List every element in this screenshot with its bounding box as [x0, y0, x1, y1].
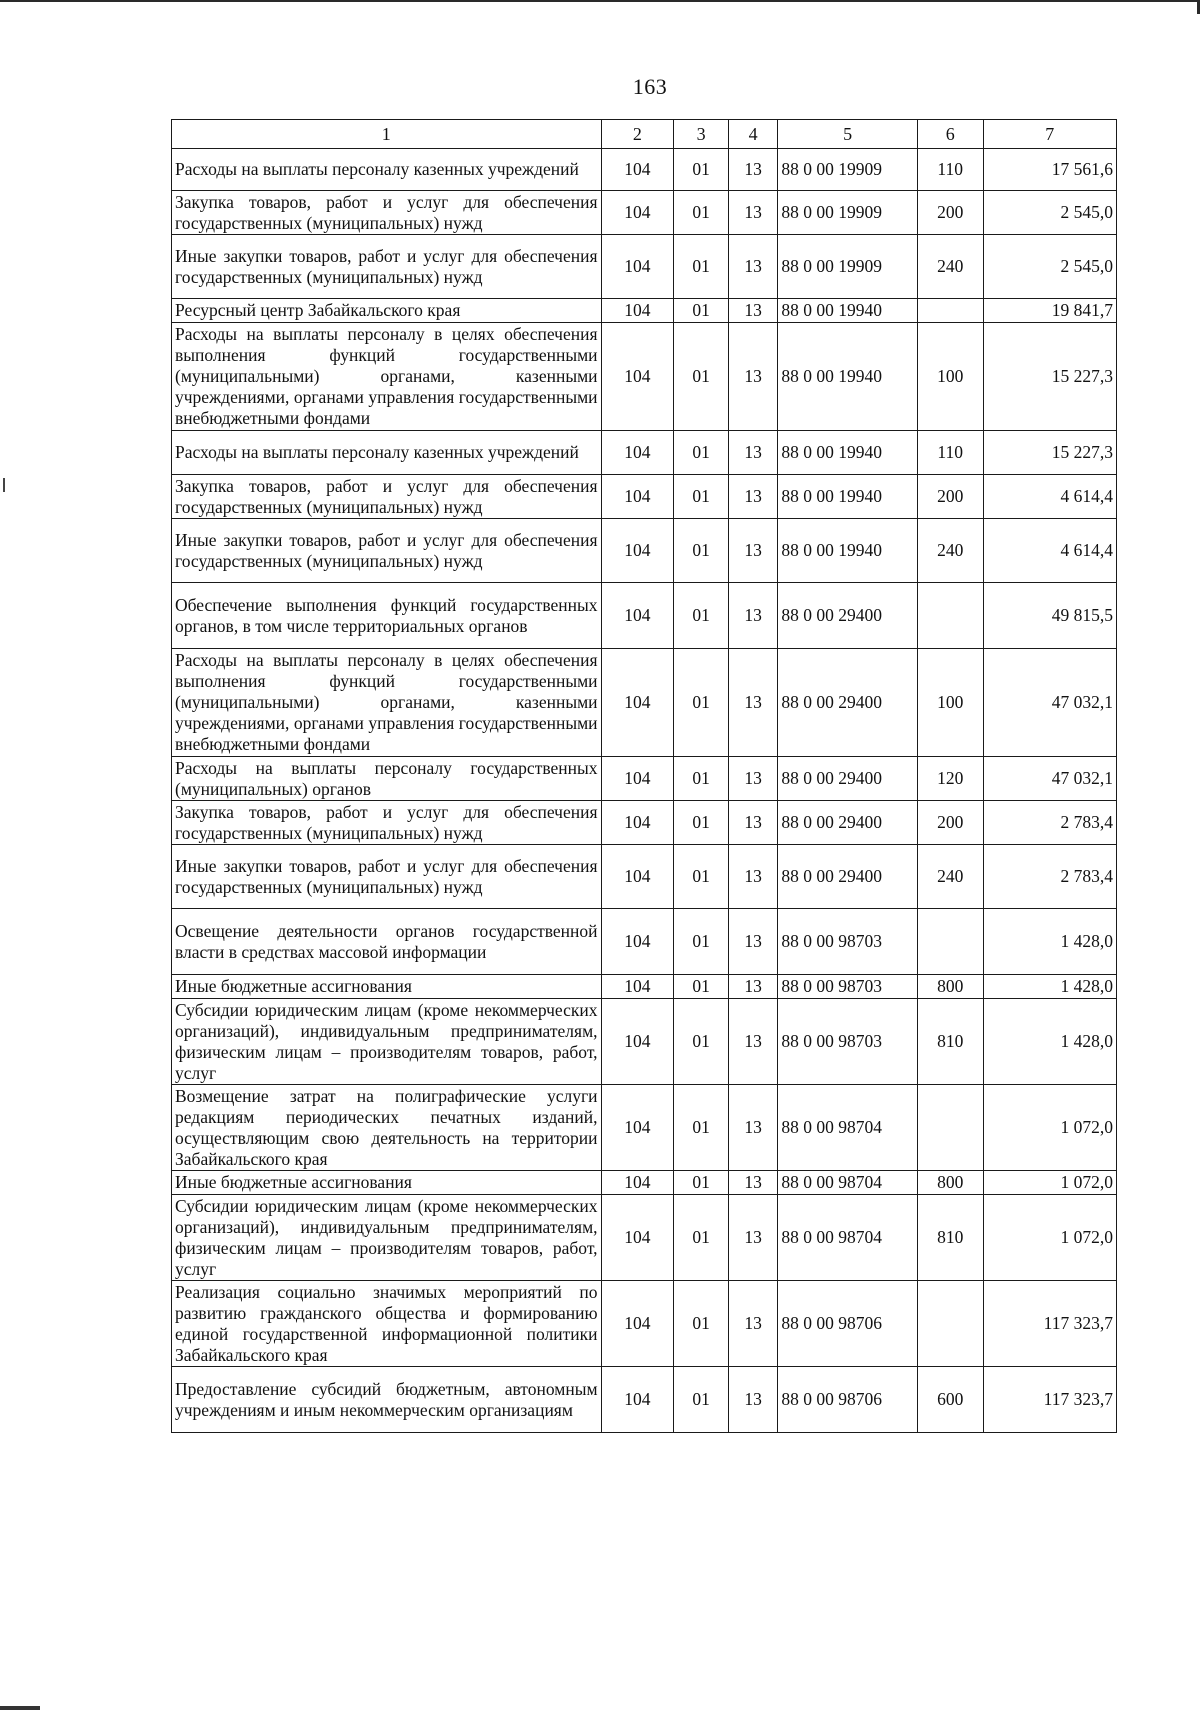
cell-col2: 104 [601, 583, 674, 649]
cell-description: Обеспечение выполнения функций государственных органов, в том числе территориальных органов [172, 583, 602, 649]
cell-col6: 810 [917, 1195, 983, 1281]
cell-amount: 2 783,4 [983, 845, 1116, 909]
cell-description: Освещение деятельности органов государственной власти в средствах массовой информации [172, 909, 602, 975]
table-row [172, 975, 1117, 999]
cell-col4: 13 [728, 299, 778, 323]
cell-description: Расходы на выплаты персоналу в целях обеспечения выполнения функций государственными (муниципальными) органами, казенными учреждениями, органами управления государственными внебюджетными фондами [172, 323, 602, 431]
cell-col3: 01 [674, 801, 729, 845]
table-row [172, 845, 1117, 909]
cell-description: Закупка товаров, работ и услуг для обеспечения государственных (муниципальных) нужд [172, 801, 602, 845]
table-row [172, 475, 1117, 519]
cell-description: Закупка товаров, работ и услуг для обеспечения государственных (муниципальных) нужд [172, 475, 602, 519]
scan-edge-top [0, 0, 1200, 2]
cell-col4: 13 [728, 801, 778, 845]
cell-col3: 01 [674, 235, 729, 299]
cell-col2: 104 [601, 909, 674, 975]
cell-col4: 13 [728, 757, 778, 801]
table-header-row [172, 120, 1117, 149]
cell-col4: 13 [728, 1281, 778, 1367]
cell-col4: 13 [728, 909, 778, 975]
cell-col2: 104 [601, 1367, 674, 1433]
cell-col5: 88 0 00 29400 [778, 649, 917, 757]
cell-col3: 01 [674, 431, 729, 475]
cell-col5: 88 0 00 29400 [778, 583, 917, 649]
cell-col5: 88 0 00 98706 [778, 1367, 917, 1433]
table-row [172, 431, 1117, 475]
cell-col3: 01 [674, 649, 729, 757]
cell-col4: 13 [728, 649, 778, 757]
table-row [172, 299, 1117, 323]
cell-description: Иные закупки товаров, работ и услуг для обеспечения государственных (муниципальных) нужд [172, 845, 602, 909]
cell-col5: 88 0 00 98704 [778, 1085, 917, 1171]
column-header: 3 [674, 120, 729, 149]
cell-col3: 01 [674, 1085, 729, 1171]
cell-col5: 88 0 00 19909 [778, 149, 917, 191]
cell-col5: 88 0 00 19940 [778, 519, 917, 583]
cell-col2: 104 [601, 149, 674, 191]
cell-col6: 200 [917, 801, 983, 845]
cell-col4: 13 [728, 1195, 778, 1281]
cell-col6: 600 [917, 1367, 983, 1433]
table-row [172, 801, 1117, 845]
cell-description: Иные закупки товаров, работ и услуг для обеспечения государственных (муниципальных) нужд [172, 235, 602, 299]
cell-col3: 01 [674, 299, 729, 323]
cell-col3: 01 [674, 191, 729, 235]
cell-amount: 1 072,0 [983, 1171, 1116, 1195]
cell-amount: 2 545,0 [983, 235, 1116, 299]
cell-col6: 110 [917, 431, 983, 475]
cell-col4: 13 [728, 999, 778, 1085]
cell-col6: 120 [917, 757, 983, 801]
cell-amount: 2 783,4 [983, 801, 1116, 845]
cell-description: Реализация социально значимых мероприятий по развитию гражданского общества и формированию единой государственной информационной политики Забайкальского края [172, 1281, 602, 1367]
column-header: 7 [983, 120, 1116, 149]
cell-col6 [917, 299, 983, 323]
cell-col2: 104 [601, 757, 674, 801]
cell-col3: 01 [674, 1195, 729, 1281]
column-header: 4 [728, 120, 778, 149]
cell-amount: 117 323,7 [983, 1367, 1116, 1433]
table-row [172, 191, 1117, 235]
cell-col5: 88 0 00 19909 [778, 191, 917, 235]
table-row [172, 1281, 1117, 1367]
cell-amount: 4 614,4 [983, 475, 1116, 519]
cell-col4: 13 [728, 1171, 778, 1195]
cell-col3: 01 [674, 975, 729, 999]
cell-col4: 13 [728, 975, 778, 999]
cell-col2: 104 [601, 235, 674, 299]
cell-col5: 88 0 00 29400 [778, 845, 917, 909]
cell-col2: 104 [601, 191, 674, 235]
cell-col6: 240 [917, 845, 983, 909]
cell-col2: 104 [601, 475, 674, 519]
cell-col4: 13 [728, 1367, 778, 1433]
cell-col5: 88 0 00 98704 [778, 1171, 917, 1195]
cell-col2: 104 [601, 519, 674, 583]
cell-col6: 200 [917, 475, 983, 519]
cell-amount: 1 428,0 [983, 975, 1116, 999]
cell-col5: 88 0 00 19940 [778, 431, 917, 475]
cell-description: Субсидии юридическим лицам (кроме некоммерческих организаций), индивидуальным предпринимателям, физическим лицам – производителям товаров, работ, услуг [172, 999, 602, 1085]
cell-col4: 13 [728, 149, 778, 191]
cell-col3: 01 [674, 757, 729, 801]
cell-amount: 49 815,5 [983, 583, 1116, 649]
cell-col5: 88 0 00 19940 [778, 323, 917, 431]
cell-amount: 17 561,6 [983, 149, 1116, 191]
cell-col6: 240 [917, 519, 983, 583]
cell-amount: 15 227,3 [983, 431, 1116, 475]
cell-amount: 47 032,1 [983, 649, 1116, 757]
cell-col4: 13 [728, 475, 778, 519]
cell-col6 [917, 583, 983, 649]
cell-col2: 104 [601, 1171, 674, 1195]
cell-col4: 13 [728, 431, 778, 475]
table-body [172, 149, 1117, 1433]
cell-description: Иные бюджетные ассигнования [172, 975, 602, 999]
table-row [172, 909, 1117, 975]
cell-col3: 01 [674, 845, 729, 909]
cell-col2: 104 [601, 431, 674, 475]
cell-col2: 104 [601, 299, 674, 323]
cell-col5: 88 0 00 29400 [778, 801, 917, 845]
table-row [172, 757, 1117, 801]
budget-table [171, 119, 1117, 1433]
cell-col3: 01 [674, 1281, 729, 1367]
cell-col2: 104 [601, 999, 674, 1085]
cell-description: Расходы на выплаты персоналу казенных учреждений [172, 431, 602, 475]
cell-col2: 104 [601, 845, 674, 909]
table-row [172, 999, 1117, 1085]
cell-col5: 88 0 00 19909 [778, 235, 917, 299]
cell-col6: 110 [917, 149, 983, 191]
cell-description: Расходы на выплаты персоналу государственных (муниципальных) органов [172, 757, 602, 801]
cell-col6: 800 [917, 975, 983, 999]
cell-col4: 13 [728, 235, 778, 299]
table-row [172, 235, 1117, 299]
cell-col3: 01 [674, 519, 729, 583]
cell-col2: 104 [601, 323, 674, 431]
cell-col4: 13 [728, 323, 778, 431]
cell-col6: 100 [917, 649, 983, 757]
cell-col4: 13 [728, 583, 778, 649]
column-header: 2 [601, 120, 674, 149]
cell-amount: 1 428,0 [983, 999, 1116, 1085]
cell-col3: 01 [674, 475, 729, 519]
cell-description: Расходы на выплаты персоналу казенных учреждений [172, 149, 602, 191]
cell-amount: 47 032,1 [983, 757, 1116, 801]
cell-description: Закупка товаров, работ и услуг для обеспечения государственных (муниципальных) нужд [172, 191, 602, 235]
table-row [172, 519, 1117, 583]
cell-col6: 810 [917, 999, 983, 1085]
cell-description: Иные закупки товаров, работ и услуг для обеспечения государственных (муниципальных) нужд [172, 519, 602, 583]
cell-amount: 1 428,0 [983, 909, 1116, 975]
table-row [172, 1171, 1117, 1195]
cell-col2: 104 [601, 649, 674, 757]
cell-col5: 88 0 00 98703 [778, 975, 917, 999]
cell-col5: 88 0 00 19940 [778, 475, 917, 519]
cell-col6: 800 [917, 1171, 983, 1195]
cell-col3: 01 [674, 323, 729, 431]
cell-col5: 88 0 00 29400 [778, 757, 917, 801]
cell-col2: 104 [601, 1195, 674, 1281]
column-header: 1 [172, 120, 602, 149]
cell-col5: 88 0 00 19940 [778, 299, 917, 323]
cell-col3: 01 [674, 149, 729, 191]
cell-col6 [917, 1085, 983, 1171]
cell-col2: 104 [601, 975, 674, 999]
cell-col5: 88 0 00 98703 [778, 999, 917, 1085]
table-row [172, 583, 1117, 649]
cell-col6 [917, 1281, 983, 1367]
cell-col3: 01 [674, 1171, 729, 1195]
table-row [172, 649, 1117, 757]
cell-col4: 13 [728, 1085, 778, 1171]
cell-description: Возмещение затрат на полиграфические услуги редакциям периодических печатных изданий, осуществляющим свою деятельность на территории Забайкальского края [172, 1085, 602, 1171]
cell-col2: 104 [601, 1085, 674, 1171]
cell-description: Расходы на выплаты персоналу в целях обеспечения выполнения функций государственными (муниципальными) органами, казенными учреждениями, органами управления государственными внебюджетными фондами [172, 649, 602, 757]
table-row [172, 1367, 1117, 1433]
cell-amount: 1 072,0 [983, 1085, 1116, 1171]
cell-col4: 13 [728, 191, 778, 235]
cell-col3: 01 [674, 583, 729, 649]
table-row [172, 1085, 1117, 1171]
cell-col4: 13 [728, 845, 778, 909]
cell-col5: 88 0 00 98704 [778, 1195, 917, 1281]
cell-col3: 01 [674, 1367, 729, 1433]
cell-col3: 01 [674, 999, 729, 1085]
cell-amount: 1 072,0 [983, 1195, 1116, 1281]
cell-amount: 15 227,3 [983, 323, 1116, 431]
cell-amount: 19 841,7 [983, 299, 1116, 323]
cell-amount: 2 545,0 [983, 191, 1116, 235]
cell-col6: 100 [917, 323, 983, 431]
cell-col5: 88 0 00 98703 [778, 909, 917, 975]
cell-description: Субсидии юридическим лицам (кроме некоммерческих организаций), индивидуальным предпринимателям, физическим лицам – производителям товаров, работ, услуг [172, 1195, 602, 1281]
cell-description: Ресурсный центр Забайкальского края [172, 299, 602, 323]
cell-col6: 200 [917, 191, 983, 235]
table-row [172, 149, 1117, 191]
cell-description: Предоставление субсидий бюджетным, автономным учреждениям и иным некоммерческим организациям [172, 1367, 602, 1433]
cell-col4: 13 [728, 519, 778, 583]
scan-mark-bottom [0, 1706, 40, 1710]
cell-col2: 104 [601, 801, 674, 845]
cell-amount: 4 614,4 [983, 519, 1116, 583]
cell-col2: 104 [601, 1281, 674, 1367]
scan-mark-left [3, 478, 5, 492]
page-number: 163 [632, 74, 668, 99]
cell-col5: 88 0 00 98706 [778, 1281, 917, 1367]
table-row [172, 1195, 1117, 1281]
table-row [172, 323, 1117, 431]
cell-description: Иные бюджетные ассигнования [172, 1171, 602, 1195]
column-header: 5 [778, 120, 917, 149]
cell-col3: 01 [674, 909, 729, 975]
cell-col6 [917, 909, 983, 975]
cell-amount: 117 323,7 [983, 1281, 1116, 1367]
cell-col6: 240 [917, 235, 983, 299]
column-header: 6 [917, 120, 983, 149]
